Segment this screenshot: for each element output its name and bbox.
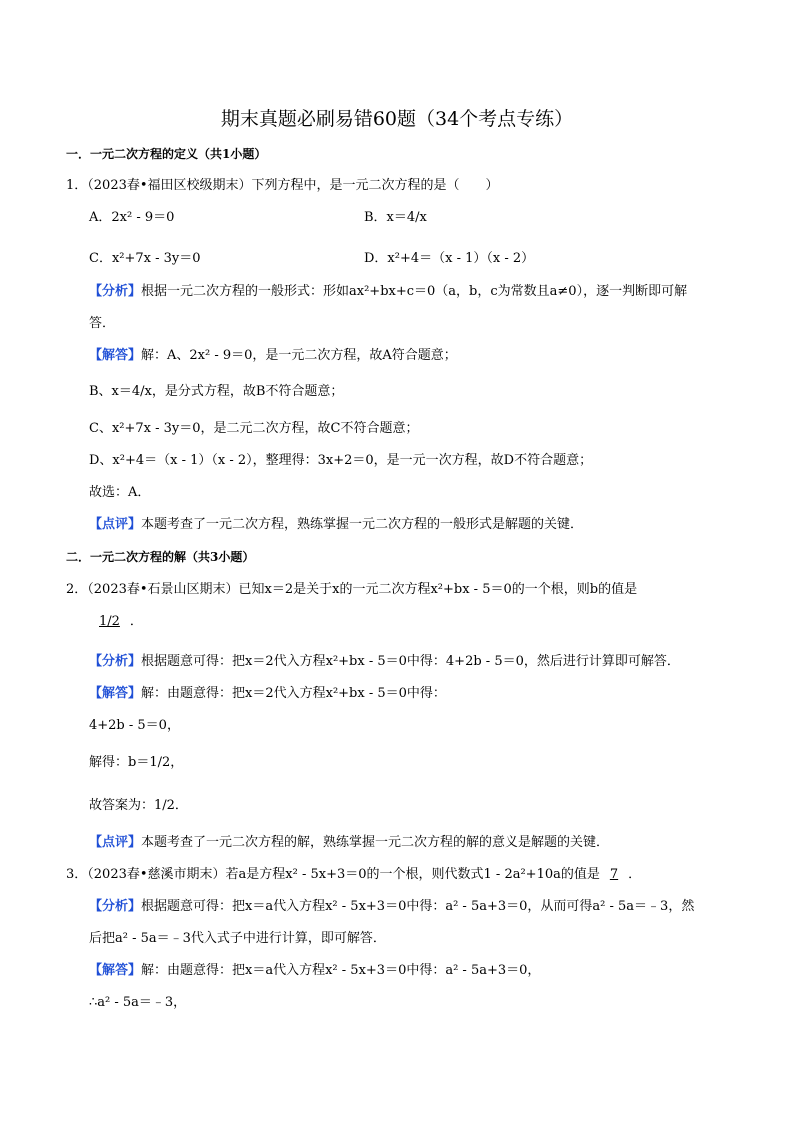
question-1-stem: 1．（2023春•福田区校级期末）下列方程中，是一元二次方程的是（ ）: [66, 178, 499, 193]
analysis-tag: 【分析】: [89, 654, 142, 669]
analysis-text: 根据题意可得：把x＝a代入方程x² - 5x+3＝0中得：a² - 5a+3＝0，从而可得a² - 5a＝﹣3，然: [141, 899, 695, 914]
question-1-option-d: D．x²+4＝（x - 1）（x - 2）: [364, 251, 535, 266]
solution-line-b: B、x＝4/x，是分式方程，故B不符合题意；: [89, 384, 344, 399]
analysis-paragraph-1: [89, 283, 687, 301]
solution-paragraph-2: [89, 685, 446, 703]
analysis-paragraph-3: [89, 898, 694, 916]
solution-tag: 【解答】: [89, 686, 142, 701]
question-2-stem: 2．（2023春•石景山区期末）已知x＝2是关于x的一元二次方程x²+bx - 5＝0的一个根，则b的值是: [66, 582, 638, 597]
analysis-text-cont: 答．: [89, 316, 116, 331]
analysis-text: 根据题意可得：把x＝2代入方程x²+bx - 5＝0中得：4+2b - 5＝0，然后进行计算即可解答．: [141, 654, 680, 669]
solution-line: 解得：b＝1/2，: [89, 755, 184, 770]
question-2-answer-blank: 1/2 ．: [89, 613, 143, 631]
solution-text: 解：A、2x² - 9＝0，是一元二次方程，故A符合题意；: [141, 348, 457, 363]
analysis-tag: 【分析】: [89, 899, 142, 914]
comment-tag: 【点评】: [89, 517, 142, 532]
question-2-answer: 1/2: [99, 614, 120, 629]
solution-line: ∴a² - 5a＝﹣3，: [89, 995, 187, 1010]
section-heading-2: 二．一元二次方程的解（共3小题）: [66, 550, 255, 564]
page-title: 期末真题必刷易错60题（34个考点专练）: [220, 108, 574, 130]
solution-line: 4+2b - 5＝0，: [89, 718, 180, 733]
solution-text: 解：由题意得：把x＝2代入方程x²+bx - 5＝0中得：: [141, 686, 446, 701]
solution-line-c: C、x²+7x - 3y＝0，是二元二次方程，故C不符合题意；: [89, 421, 419, 436]
analysis-tag: 【分析】: [89, 284, 142, 299]
question-3-text: 3．（2023春•慈溪市期末）若a是方程x² - 5x+3＝0的一个根，则代数式1 - 2a²+10a的值是: [66, 867, 600, 882]
solution-line-d: D、x²+4＝（x - 1）（x - 2），整理得：3x+2＝0，是一元一次方程，故D不符合题意；: [89, 453, 593, 468]
analysis-paragraph-2: [89, 653, 680, 671]
analysis-text: 根据一元二次方程的一般形式：形如ax²+bx+c＝0（a，b，c为常数且a≠0），逐一判断即可解: [141, 284, 688, 299]
question-1-option-a: A．2x² - 9＝0: [89, 210, 175, 225]
solution-line-a: [89, 347, 457, 365]
question-3-stem: 3．（2023春•慈溪市期末）若a是方程x² - 5x+3＝0的一个根，则代数式1 - 2a²+10a的值是 7 ．: [66, 867, 642, 882]
solution-choice: 故选：A．: [89, 485, 151, 500]
comment-text: 本题考查了一元二次方程的解，熟练掌握一元二次方程的解的意义是解题的关键．: [141, 835, 610, 850]
analysis-text-cont: 后把a² - 5a＝﹣3代入式子中进行计算，即可解答．: [89, 931, 386, 946]
question-3-answer: 7: [609, 867, 619, 882]
comment-tag: 【点评】: [89, 835, 142, 850]
solution-text: 解：由题意得：把x＝a代入方程x² - 5x+3＝0中得：a² - 5a+3＝0，: [141, 963, 541, 978]
question-1-option-c: C．x²+7x - 3y＝0: [89, 251, 201, 266]
solution-paragraph-3: [89, 962, 540, 980]
solution-line: 故答案为：1/2．: [89, 798, 188, 813]
solution-tag: 【解答】: [89, 963, 142, 978]
comment-paragraph-1: [89, 516, 583, 534]
section-heading-1: 一．一元二次方程的定义（共1小题）: [66, 147, 267, 161]
comment-text: 本题考查了一元二次方程，熟练掌握一元二次方程的一般形式是解题的关键．: [141, 517, 584, 532]
comment-paragraph-2: [89, 834, 609, 852]
solution-tag: 【解答】: [89, 348, 142, 363]
question-1-option-b: B．x＝4/x: [364, 210, 427, 225]
